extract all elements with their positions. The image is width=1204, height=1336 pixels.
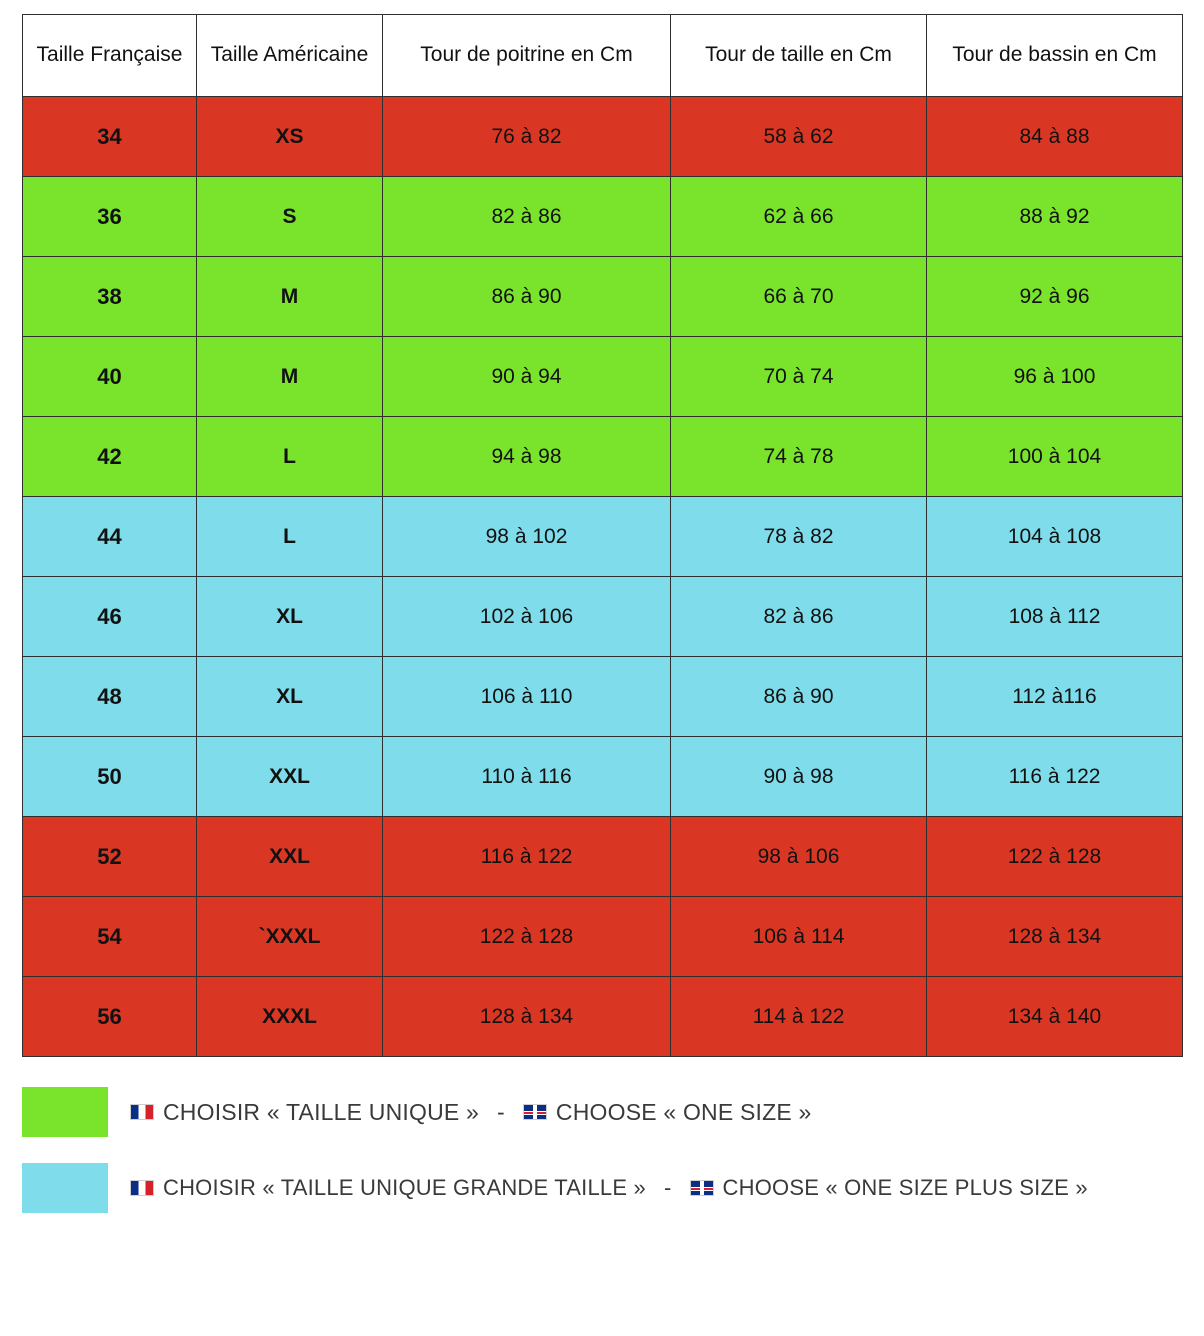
cell-tour-de-poitrine: 116 à 122 [383, 817, 671, 897]
cell-tour-de-bassin: 104 à 108 [927, 497, 1183, 577]
cell-tour-de-taille: 114 à 122 [671, 977, 927, 1057]
cell-tour-de-taille: 62 à 66 [671, 177, 927, 257]
legend-row-one-size-plus [22, 1163, 1204, 1213]
legend-text-one-size [130, 1099, 811, 1126]
cell-tour-de-poitrine: 86 à 90 [383, 257, 671, 337]
cell-tour-de-bassin: 128 à 134 [927, 897, 1183, 977]
cell-tour-de-poitrine: 90 à 94 [383, 337, 671, 417]
cell-tour-de-taille: 98 à 106 [671, 817, 927, 897]
cell-tour-de-bassin: 84 à 88 [927, 97, 1183, 177]
table-header [23, 15, 1183, 97]
cell-taille-francaise: 34 [23, 97, 197, 177]
french-flag-icon [130, 1104, 154, 1120]
legend [22, 1087, 1204, 1213]
cell-taille-francaise: 46 [23, 577, 197, 657]
legend-en-piece-one-size-plus [690, 1175, 1088, 1201]
cell-taille-americaine: L [197, 497, 383, 577]
cell-taille-americaine: XL [197, 657, 383, 737]
legend-separator-one-size: - [497, 1098, 505, 1125]
cell-taille-francaise: 56 [23, 977, 197, 1057]
legend-fr-piece-one-size-plus [130, 1175, 646, 1201]
cell-taille-americaine: XXL [197, 737, 383, 817]
cell-taille-americaine: L [197, 417, 383, 497]
cell-taille-francaise: 42 [23, 417, 197, 497]
legend-fr-label-one-size-plus: CHOISIR « TAILLE UNIQUE GRANDE TAILLE » [163, 1175, 646, 1200]
legend-en-label-one-size: CHOOSE « ONE SIZE » [555, 1098, 812, 1125]
cell-taille-americaine: XS [197, 97, 383, 177]
french-flag-icon [130, 1180, 154, 1196]
cell-tour-de-bassin: 96 à 100 [927, 337, 1183, 417]
cell-tour-de-poitrine: 102 à 106 [383, 577, 671, 657]
cell-taille-francaise: 40 [23, 337, 197, 417]
cell-tour-de-bassin: 122 à 128 [927, 817, 1183, 897]
cell-taille-francaise: 48 [23, 657, 197, 737]
cell-tour-de-poitrine: 128 à 134 [383, 977, 671, 1057]
cell-tour-de-bassin: 112 à116 [927, 657, 1183, 737]
cell-taille-americaine: XXL [197, 817, 383, 897]
legend-en-piece-one-size [523, 1099, 812, 1126]
cell-tour-de-poitrine: 110 à 116 [383, 737, 671, 817]
cell-taille-francaise: 38 [23, 257, 197, 337]
cell-tour-de-taille: 86 à 90 [671, 657, 927, 737]
cell-tour-de-taille: 106 à 114 [671, 897, 927, 977]
cell-tour-de-poitrine: 82 à 86 [383, 177, 671, 257]
cell-tour-de-poitrine: 94 à 98 [383, 417, 671, 497]
cell-tour-de-bassin: 92 à 96 [927, 257, 1183, 337]
cell-taille-americaine: `XXXL [197, 897, 383, 977]
cell-taille-americaine: M [197, 257, 383, 337]
table-row [23, 977, 1183, 1057]
table-row [23, 177, 1183, 257]
cell-taille-francaise: 44 [23, 497, 197, 577]
table-row [23, 337, 1183, 417]
cell-tour-de-bassin: 134 à 140 [927, 977, 1183, 1057]
cell-taille-francaise: 36 [23, 177, 197, 257]
cell-tour-de-taille: 58 à 62 [671, 97, 927, 177]
cell-taille-francaise: 52 [23, 817, 197, 897]
cell-tour-de-bassin: 108 à 112 [927, 577, 1183, 657]
cell-tour-de-taille: 90 à 98 [671, 737, 927, 817]
cell-taille-americaine: XXXL [197, 977, 383, 1057]
column-header-taille-americaine: Taille Américaine [197, 15, 383, 97]
cell-tour-de-taille: 66 à 70 [671, 257, 927, 337]
table-row [23, 657, 1183, 737]
table-row [23, 97, 1183, 177]
table-row [23, 257, 1183, 337]
cell-taille-francaise: 50 [23, 737, 197, 817]
cell-tour-de-poitrine: 106 à 110 [383, 657, 671, 737]
size-chart-table [22, 14, 1183, 1057]
legend-swatch-blue [22, 1163, 108, 1213]
column-header-tour-de-poitrine: Tour de poitrine en Cm [383, 15, 671, 97]
table-row [23, 737, 1183, 817]
cell-tour-de-taille: 82 à 86 [671, 577, 927, 657]
column-header-tour-de-taille: Tour de taille en Cm [671, 15, 927, 97]
cell-tour-de-bassin: 116 à 122 [927, 737, 1183, 817]
cell-taille-americaine: XL [197, 577, 383, 657]
uk-flag-icon [523, 1104, 547, 1120]
legend-separator-one-size-plus: - [663, 1175, 672, 1200]
cell-tour-de-poitrine: 122 à 128 [383, 897, 671, 977]
cell-tour-de-poitrine: 76 à 82 [383, 97, 671, 177]
table-row [23, 897, 1183, 977]
cell-tour-de-bassin: 88 à 92 [927, 177, 1183, 257]
legend-row-one-size [22, 1087, 1204, 1137]
cell-tour-de-poitrine: 98 à 102 [383, 497, 671, 577]
column-header-tour-de-bassin: Tour de bassin en Cm [927, 15, 1183, 97]
table-row [23, 497, 1183, 577]
cell-tour-de-taille: 78 à 82 [671, 497, 927, 577]
column-header-taille-francaise: Taille Française [23, 15, 197, 97]
table-row [23, 817, 1183, 897]
table-header-row [23, 15, 1183, 97]
legend-text-one-size-plus [130, 1175, 1088, 1201]
cell-tour-de-bassin: 100 à 104 [927, 417, 1183, 497]
cell-tour-de-taille: 70 à 74 [671, 337, 927, 417]
legend-fr-piece-one-size [130, 1099, 479, 1126]
legend-fr-label-one-size: CHOISIR « TAILLE UNIQUE » [163, 1098, 480, 1125]
cell-taille-americaine: M [197, 337, 383, 417]
table-body [23, 97, 1183, 1057]
legend-swatch-green [22, 1087, 108, 1137]
table-row [23, 417, 1183, 497]
legend-en-label-one-size-plus: CHOOSE « ONE SIZE PLUS SIZE » [722, 1175, 1088, 1200]
cell-tour-de-taille: 74 à 78 [671, 417, 927, 497]
table-row [23, 577, 1183, 657]
cell-taille-americaine: S [197, 177, 383, 257]
uk-flag-icon [690, 1180, 714, 1196]
cell-taille-francaise: 54 [23, 897, 197, 977]
